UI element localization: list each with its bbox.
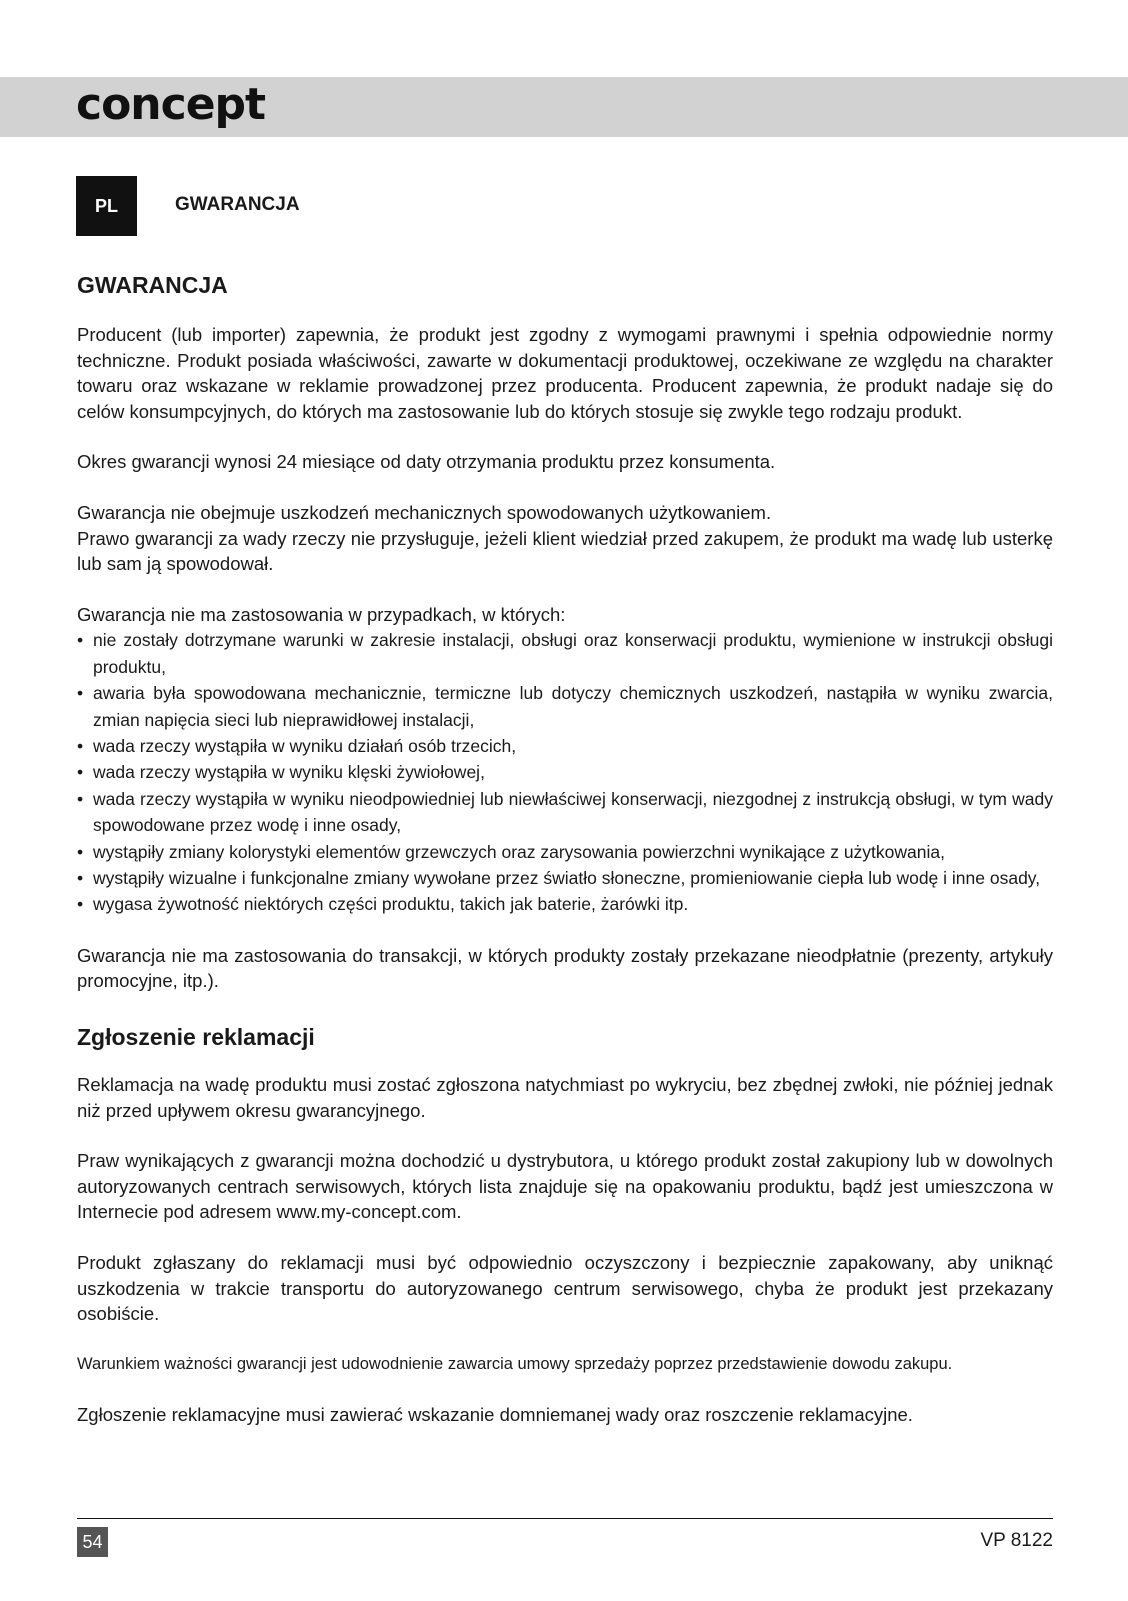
paragraph-known-defects: Prawo gwarancji za wady rzeczy nie przysługuje, jeżeli klient wiedział przed zakupem, że produkt ma wadę lub usterkę lub sam ją spowodował. xyxy=(77,527,1053,575)
language-badge: PL xyxy=(76,176,137,236)
exclusions-list xyxy=(77,627,1053,917)
paragraph-proof-of-purchase: Warunkiem ważności gwarancji jest udowodnienie zawarcia umowy sprzedaży poprzez przedstawienie dowodu zakupu. xyxy=(77,1354,953,1373)
paragraph-claim-where: Praw wynikających z gwarancji można dochodzić u dystrybutora, u którego produkt został zakupiony lub w dowolnych autoryzowanych centrach serwisowych, których lista znajduje się na opakowaniu produktu, bądź jest umieszczona w Internecie pod adresem www.my-concept.com. xyxy=(77,1150,1053,1223)
footer-divider xyxy=(77,1518,1053,1519)
list-item: • wada rzeczy wystąpiła w wyniku nieodpowiedniej lub niewłaściwej konserwacji, niezgodnej z instrukcją obsługi, w tym wady spowodowane przez wodę i inne osady, xyxy=(77,786,1053,839)
model-code: VP 8122 xyxy=(980,1530,1053,1551)
list-item: • wystąpiły zmiany kolorystyki elementów grzewczych oraz zarysowania powierzchni wynikające z użytkowania, xyxy=(77,839,1053,865)
paragraph-mechanical-damage: Gwarancja nie obejmuje uszkodzeń mechanicznych spowodowanych użytkowaniem. xyxy=(77,501,772,523)
paragraph-producer-assurance: Producent (lub importer) zapewnia, że produkt jest zgodny z wymogami prawnymi i spełnia odpowiednie normy techniczne. Produkt posiada właściwości, zawarte w dokumentacji produktowej, oczekiwane ze względu na charakter towaru oraz wskazane w reklamie prowadzonej przez producenta. Producent zapewnia, że produkt nadaje się do celów konsumpcyjnych, do których ma zastosowanie lub do których stosuje się zwykle tego rodzaju produkt. xyxy=(77,324,1053,422)
list-item: • wygasa żywotność niektórych części produktu, takich jak baterie, żarówki itp. xyxy=(77,891,1053,917)
list-item: • nie zostały dotrzymane warunki w zakresie instalacji, obsługi oraz konserwacji produktu, wymienione w instrukcji obsługi produktu, xyxy=(77,627,1053,680)
paragraph-claim-content: Zgłoszenie reklamacyjne musi zawierać wskazanie domniemanej wady oraz roszczenie reklamacyjne. xyxy=(77,1404,913,1426)
brand-logo: concept xyxy=(76,79,266,130)
paragraph-claim-timing: Reklamacja na wadę produktu musi zostać zgłoszona natychmiast po wykryciu, bez zbędnej zwłoki, nie później jednak niż przed upływem okresu gwarancyjnego. xyxy=(77,1074,1053,1121)
list-item: • wystąpiły wizualne i funkcjonalne zmiany wywołane przez światło słoneczne, promieniowanie ciepła lub wodę i inne osady, xyxy=(77,865,1053,891)
exclusions-intro: Gwarancja nie ma zastosowania w przypadkach, w których: xyxy=(77,603,566,625)
paragraph-free-transactions: Gwarancja nie ma zastosowania do transakcji, w których produkty zostały przekazane nieodpłatnie (prezenty, artykuły promocyjne, itp.). xyxy=(77,944,1053,992)
page-number: 54 xyxy=(77,1527,108,1557)
paragraph-claim-packaging: Produkt zgłaszany do reklamacji musi być odpowiednio oczyszczony i bezpiecznie zapakowany, aby uniknąć uszkodzenia w trakcie transportu do autoryzowanego centrum serwisowego, chyba że produkt jest przekazany osobiście. xyxy=(77,1251,1053,1325)
list-item: • wada rzeczy wystąpiła w wyniku klęski żywiołowej, xyxy=(77,759,1053,785)
list-item: • awaria była spowodowana mechanicznie, termiczne lub dotyczy chemicznych uszkodzeń, nastąpiła w wyniku zwarcia, zmian napięcia sieci lub nieprawidłowej instalacji, xyxy=(77,680,1053,733)
page-title: GWARANCJA xyxy=(77,272,228,298)
list-item: • wada rzeczy wystąpiła w wyniku działań osób trzecich, xyxy=(77,733,1053,759)
document-body xyxy=(77,268,1053,1453)
section-label: GWARANCJA xyxy=(175,194,300,215)
section-heading-claims: Zgłoszenie reklamacji xyxy=(77,1024,315,1050)
paragraph-warranty-period: Okres gwarancji wynosi 24 miesiące od daty otrzymania produktu przez konsumenta. xyxy=(77,451,776,473)
